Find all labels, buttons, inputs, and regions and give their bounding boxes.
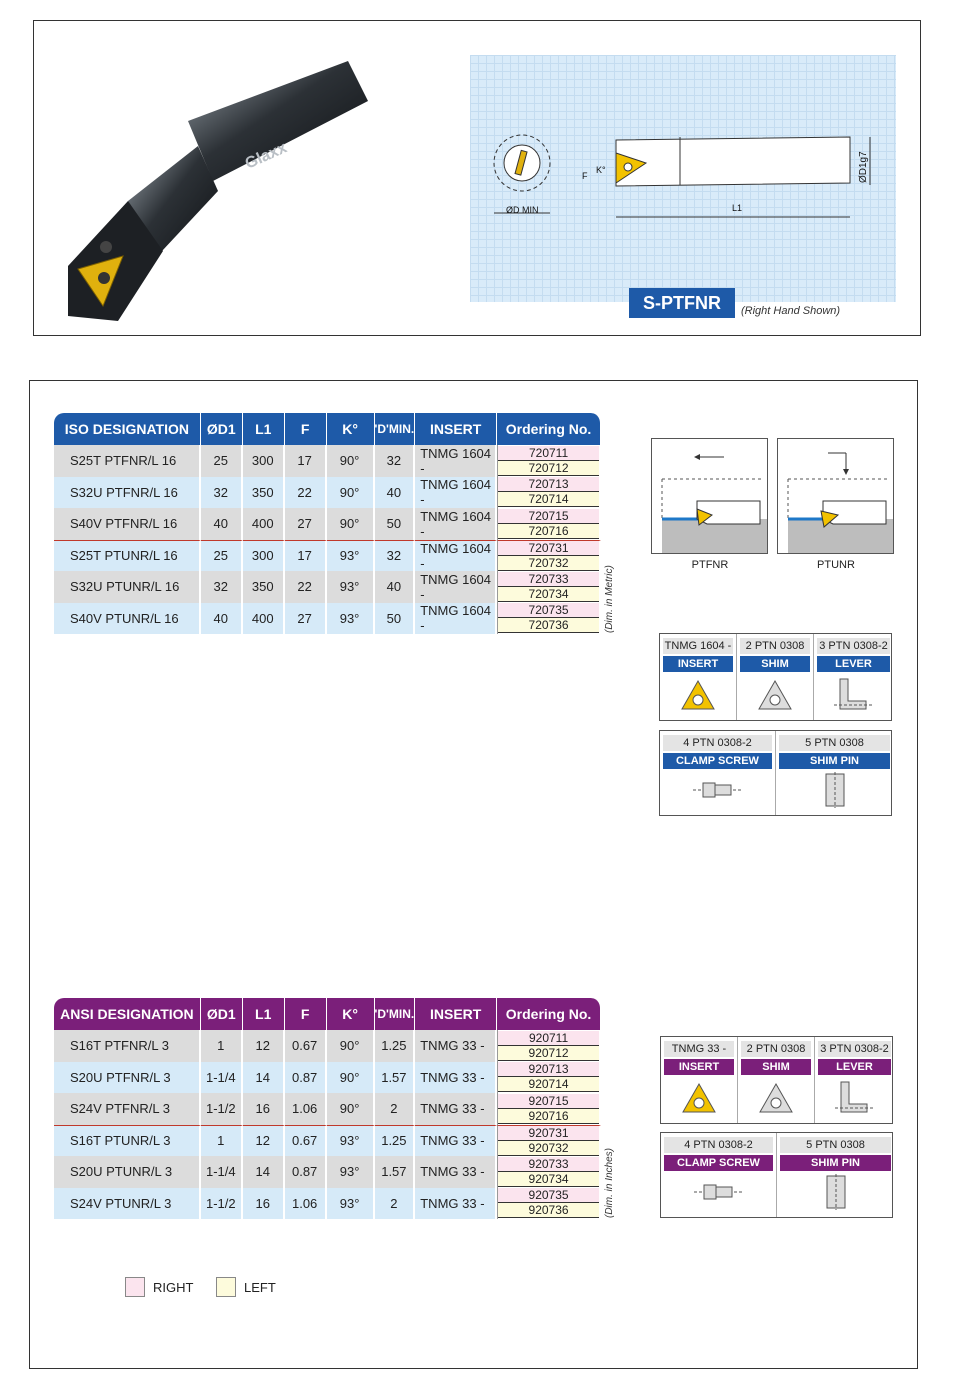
dmin-cell: 32 (375, 445, 416, 477)
f-label: F (582, 171, 588, 181)
specification-panel (29, 380, 918, 1369)
l1-cell: 14 (243, 1062, 285, 1094)
ordering-right: 720711 (498, 446, 599, 461)
insert-cell: TNMG 1604 - (415, 540, 497, 572)
ordering-left: 720714 (498, 492, 599, 507)
ordering-left: 920712 (498, 1046, 599, 1061)
table-row (54, 1062, 601, 1094)
part-name: CLAMP SCREW (664, 1155, 773, 1171)
insert-cell: TNMG 1604 - (415, 603, 497, 635)
right-label: RIGHT (153, 1279, 194, 1295)
designation-cell: S20U PTFNR/L 3 (54, 1062, 201, 1094)
legend-right (125, 1277, 193, 1297)
col-l1: L1 (243, 413, 285, 445)
designation-cell: S32U PTUNR/L 16 (54, 571, 201, 603)
ordering-right: 920711 (498, 1031, 599, 1046)
model-code: S-PTFNR (629, 288, 735, 318)
d1-cell: 1-1/4 (201, 1156, 243, 1188)
part-shim (737, 634, 814, 720)
dmin-cell: 1.25 (375, 1125, 416, 1157)
table-row (54, 1030, 601, 1062)
ordering-left: 920732 (498, 1141, 599, 1156)
designation-cell: S24V PTUNR/L 3 (54, 1188, 201, 1220)
lever-icon (832, 677, 876, 713)
ordering-right: 920731 (498, 1126, 599, 1141)
ordering-cell (497, 603, 601, 635)
ordering-right: 720735 (498, 603, 599, 618)
part-name: INSERT (663, 656, 733, 672)
k-cell: 93° (327, 540, 375, 572)
clamp-screw-icon (694, 1181, 744, 1203)
dmin-cell: 2 (375, 1093, 416, 1125)
k-cell: 93° (327, 571, 375, 603)
k-cell: 93° (327, 603, 375, 635)
dmin-cell: 1.25 (375, 1030, 416, 1062)
ptfnr-caption: PTFNR (691, 559, 729, 571)
d1-cell: 32 (201, 477, 243, 509)
l1-cell: 300 (243, 445, 285, 477)
ordering-left: 920734 (498, 1172, 599, 1187)
ordering-left: 720716 (498, 524, 599, 539)
designation-cell: S16T PTFNR/L 3 (54, 1030, 201, 1062)
part-code: 3 PTN 0308-2 (817, 638, 890, 654)
col-f: F (285, 413, 327, 445)
part-code: 4 PTN 0308-2 (663, 735, 772, 751)
f-cell: 0.67 (285, 1125, 327, 1157)
table-row (54, 508, 601, 540)
insert-cell: TNMG 33 - (415, 1188, 497, 1220)
ordering-right: 720715 (498, 509, 599, 524)
ordering-cell (497, 508, 601, 540)
l1-cell: 350 (243, 477, 285, 509)
lever-icon (833, 1080, 877, 1116)
col-dmin: 'D'MIN. (375, 413, 416, 445)
iso-table (54, 413, 601, 634)
ordering-left: 920716 (498, 1109, 599, 1124)
f-cell: 0.87 (285, 1062, 327, 1094)
k-cell: 93° (327, 1125, 375, 1157)
ordering-right: 720713 (498, 477, 599, 492)
f-cell: 22 (285, 571, 327, 603)
ordering-cell (497, 445, 601, 477)
f-cell: 22 (285, 477, 327, 509)
col-d1: ØD1 (201, 413, 243, 445)
table-row (54, 1188, 601, 1220)
ansi-table (54, 998, 601, 1219)
l1-label: L1 (732, 203, 743, 213)
product-image-panel (33, 20, 921, 336)
k-cell: 90° (327, 477, 375, 509)
col-d1: ØD1 (201, 998, 243, 1030)
ansi-header-row (54, 998, 601, 1030)
l1-cell: 350 (243, 571, 285, 603)
dmin-cell: 50 (375, 508, 416, 540)
part-name: CLAMP SCREW (663, 753, 772, 769)
ordering-left: 720734 (498, 587, 599, 602)
ordering-right: 720733 (498, 572, 599, 587)
k-cell: 90° (327, 1062, 375, 1094)
d1-cell: 40 (201, 508, 243, 540)
part-code: TNMG 1604 - (664, 640, 732, 652)
part-name: SHIM (740, 656, 810, 672)
f-cell: 1.06 (285, 1093, 327, 1125)
boring-bar-photo (48, 51, 388, 331)
table-row (54, 477, 601, 509)
k-cell: 93° (327, 1188, 375, 1220)
part-code: 4 PTN 0308-2 (664, 1137, 773, 1153)
insert-cell: TNMG 33 - (415, 1093, 497, 1125)
k-label: K° (596, 165, 606, 175)
ansi-parts-row1 (660, 1036, 893, 1124)
ansi-parts-row2 (660, 1132, 893, 1218)
k-cell: 90° (327, 508, 375, 540)
f-cell: 0.67 (285, 1030, 327, 1062)
inches-note: (Dim. in Inches) (604, 1147, 615, 1218)
d1-label: ØD1g7 (858, 151, 869, 183)
ordering-cell (497, 1188, 601, 1220)
col-designation: ISO DESIGNATION (54, 413, 201, 445)
insert-icon (681, 1082, 717, 1114)
f-cell: 17 (285, 445, 327, 477)
shim-pin-icon (821, 1174, 851, 1210)
part-name: LEVER (818, 1059, 891, 1075)
d1-cell: 1-1/2 (201, 1093, 243, 1125)
insert-cell: TNMG 1604 - (415, 477, 497, 509)
table-row (54, 1156, 601, 1188)
k-cell: 90° (327, 1093, 375, 1125)
d1-cell: 1 (201, 1125, 243, 1157)
part-code: 2 PTN 0308 (740, 638, 810, 654)
clamp-screw-icon (693, 779, 743, 801)
dmin-cell: 50 (375, 603, 416, 635)
insert-cell: TNMG 1604 - (415, 508, 497, 540)
shim-icon (757, 679, 793, 711)
insert-cell: TNMG 33 - (415, 1156, 497, 1188)
col-insert: INSERT (415, 413, 497, 445)
part-name: SHIM PIN (779, 753, 890, 769)
d1-cell: 1 (201, 1030, 243, 1062)
part-name: SHIM (741, 1059, 811, 1075)
insert-cell: TNMG 33 - (415, 1030, 497, 1062)
table-row (54, 571, 601, 603)
dmin-cell: 2 (375, 1188, 416, 1220)
col-dmin: 'D'MIN. (375, 998, 416, 1030)
designation-cell: S32U PTFNR/L 16 (54, 477, 201, 509)
insert-cell: TNMG 1604 - (415, 571, 497, 603)
shim-icon (758, 1082, 794, 1114)
dmin-cell: 40 (375, 477, 416, 509)
dmin-label: ØD MIN (506, 205, 539, 215)
table-row (54, 603, 601, 635)
part-code: 2 PTN 0308 (741, 1041, 811, 1057)
ordering-left: 720736 (498, 618, 599, 633)
ordering-cell (497, 571, 601, 603)
col-ordering: Ordering No. (497, 998, 601, 1030)
ordering-right: 920715 (498, 1094, 599, 1109)
f-cell: 0.87 (285, 1156, 327, 1188)
d1-cell: 1-1/4 (201, 1062, 243, 1094)
col-k: K° (327, 413, 375, 445)
part-shim-pin (777, 1133, 894, 1217)
part-lever (815, 1037, 894, 1123)
part-clamp-screw (660, 731, 776, 815)
part-shim-pin (776, 731, 893, 815)
part-code: 5 PTN 0308 (779, 735, 890, 751)
d1-cell: 1-1/2 (201, 1188, 243, 1220)
l1-cell: 300 (243, 540, 285, 572)
part-name: INSERT (664, 1059, 734, 1075)
model-note: (Right Hand Shown) (741, 305, 841, 317)
ptunr-diagram (777, 438, 894, 554)
f-cell: 27 (285, 508, 327, 540)
designation-cell: S20U PTUNR/L 3 (54, 1156, 201, 1188)
part-insert (661, 1037, 738, 1123)
f-cell: 27 (285, 603, 327, 635)
dmin-cell: 32 (375, 540, 416, 572)
table-row (54, 445, 601, 477)
ptfnr-diagram (651, 438, 768, 554)
ordering-right: 920735 (498, 1188, 599, 1203)
f-cell: 1.06 (285, 1188, 327, 1220)
l1-cell: 400 (243, 508, 285, 540)
l1-cell: 16 (243, 1093, 285, 1125)
left-label: LEFT (244, 1279, 276, 1295)
l1-cell: 400 (243, 603, 285, 635)
ordering-cell (497, 1030, 601, 1062)
ordering-right: 720731 (498, 541, 599, 556)
dmin-cell: 1.57 (375, 1062, 416, 1094)
designation-cell: S40V PTUNR/L 16 (54, 603, 201, 635)
ptunr-caption: PTUNR (817, 559, 855, 571)
iso-parts-row2 (659, 730, 892, 816)
ordering-right: 920733 (498, 1157, 599, 1172)
d1-cell: 40 (201, 603, 243, 635)
l1-cell: 14 (243, 1156, 285, 1188)
ordering-cell (497, 1062, 601, 1094)
d1-cell: 32 (201, 571, 243, 603)
part-code: 5 PTN 0308 (780, 1137, 891, 1153)
designation-cell: S24V PTFNR/L 3 (54, 1093, 201, 1125)
col-k: K° (327, 998, 375, 1030)
col-l1: L1 (243, 998, 285, 1030)
insert-cell: TNMG 33 - (415, 1062, 497, 1094)
ordering-cell (497, 1125, 601, 1157)
ordering-cell (497, 1093, 601, 1125)
insert-cell: TNMG 33 - (415, 1125, 497, 1157)
d1-cell: 25 (201, 445, 243, 477)
part-insert (660, 634, 737, 720)
k-cell: 90° (327, 1030, 375, 1062)
table-row (54, 1125, 601, 1157)
l1-cell: 12 (243, 1125, 285, 1157)
table-row (54, 540, 601, 572)
part-code: 3 PTN 0308-2 (818, 1041, 891, 1057)
col-f: F (285, 998, 327, 1030)
ordering-cell (497, 1156, 601, 1188)
d1-cell: 25 (201, 540, 243, 572)
part-shim (738, 1037, 815, 1123)
designation-cell: S25T PTUNR/L 16 (54, 540, 201, 572)
ordering-left: 720732 (498, 556, 599, 571)
iso-header-row (54, 413, 601, 445)
ordering-cell (497, 477, 601, 509)
l1-cell: 12 (243, 1030, 285, 1062)
col-ordering: Ordering No. (497, 413, 601, 445)
dimension-drawing (470, 55, 896, 302)
ordering-cell (497, 540, 601, 572)
part-name: LEVER (817, 656, 890, 672)
left-swatch (216, 1277, 236, 1297)
technical-drawing (470, 55, 896, 302)
k-cell: 90° (327, 445, 375, 477)
ordering-left: 920714 (498, 1077, 599, 1092)
shim-pin-icon (820, 772, 850, 808)
metric-note: (Dim. in Metric) (604, 565, 615, 633)
col-insert: INSERT (415, 998, 497, 1030)
part-lever (814, 634, 893, 720)
part-clamp-screw (661, 1133, 777, 1217)
f-cell: 17 (285, 540, 327, 572)
ordering-left: 920736 (498, 1203, 599, 1218)
iso-parts-row1 (659, 633, 892, 721)
table-row (54, 1093, 601, 1125)
legend-left (216, 1277, 276, 1297)
brand-text: Glaxx (242, 139, 290, 173)
designation-cell: S16T PTUNR/L 3 (54, 1125, 201, 1157)
ordering-left: 720712 (498, 461, 599, 476)
part-code: TNMG 33 - (664, 1041, 734, 1057)
insert-icon (680, 679, 716, 711)
designation-cell: S25T PTFNR/L 16 (54, 445, 201, 477)
insert-cell: TNMG 1604 - (415, 445, 497, 477)
dmin-cell: 40 (375, 571, 416, 603)
col-designation: ANSI DESIGNATION (54, 998, 201, 1030)
dmin-cell: 1.57 (375, 1156, 416, 1188)
designation-cell: S40V PTFNR/L 16 (54, 508, 201, 540)
right-swatch (125, 1277, 145, 1297)
l1-cell: 16 (243, 1188, 285, 1220)
part-name: SHIM PIN (780, 1155, 891, 1171)
ordering-right: 920713 (498, 1062, 599, 1077)
k-cell: 93° (327, 1156, 375, 1188)
